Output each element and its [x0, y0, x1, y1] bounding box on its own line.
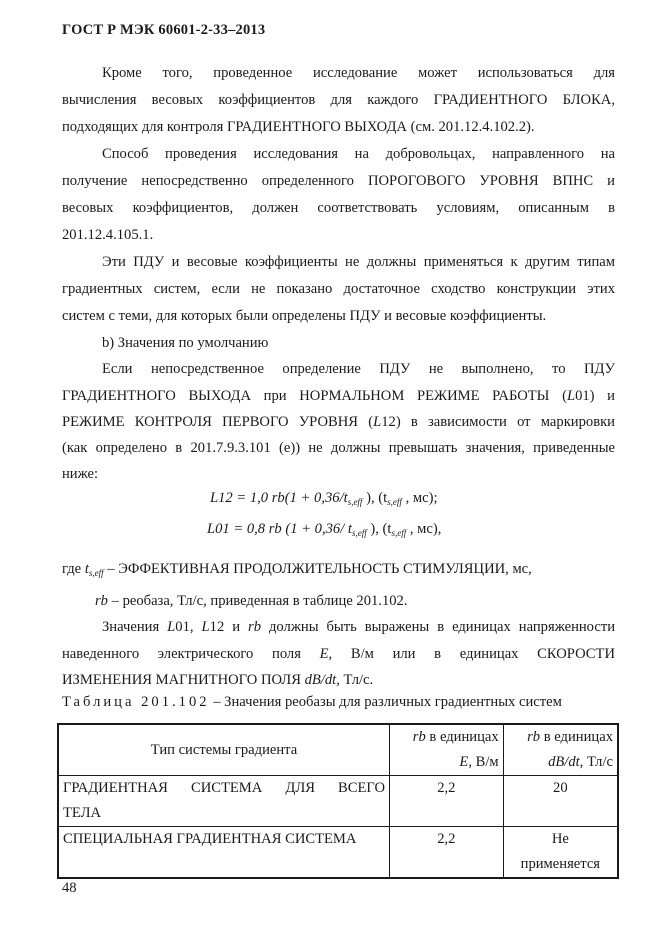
paragraph-line: наведенного электрического поля E, В/м или в единицах СКОРОСТИ [62, 646, 615, 662]
paragraph-line: градиентных систем, если не показано достаточное сходство конструкции этих [62, 281, 615, 297]
cell-rb-dbdt: Не применяется [503, 827, 618, 879]
cell-gradient-type: СПЕЦИАЛЬНАЯ ГРАДИЕНТНАЯ СИСТЕМА [58, 827, 390, 879]
formula-l01: L01 = 0,8 rb (1 + 0,36/ $t_{s,eff}$ ), ($t_{s,eff}$ , мс), [207, 521, 442, 538]
definition-rb: rb – реобаза, Тл/с, приведенная в таблице 201.102. [95, 593, 408, 609]
table-row [58, 827, 618, 879]
paragraph-line: вычисления весовых коэффициентов для каждого ГРАДИЕНТНОГО БЛОКА, [62, 92, 615, 108]
cell-rb-e: 2,2 [390, 776, 504, 827]
page-number: 48 [62, 880, 77, 896]
paragraph-line: ГРАДИЕНТНОГО ВЫХОДА при НОРМАЛЬНОМ РЕЖИМЕ РАБОТЫ (L01) и [62, 388, 615, 404]
paragraph-line: весовых коэффициентов, должен соответствовать условиям, описанным в [62, 200, 615, 216]
paragraph-line: получение непосредственно определенного ПОРОГОВОГО УРОВНЯ ВПНС и [62, 173, 615, 189]
rheobase-table [57, 723, 619, 879]
paragraph-line: Кроме того, проведенное исследование может использоваться для [102, 65, 615, 81]
paragraph-line: Если непосредственное определение ПДУ не выполнено, то ПДУ [102, 361, 615, 377]
definition-t-seff: где $t_{s,eff}$ – ЭФФЕКТИВНАЯ ПРОДОЛЖИТЕЛЬНОСТЬ СТИМУЛЯЦИИ, мс, [62, 561, 532, 578]
paragraph-line: Значения L01, L12 и rb должны быть выражены в единицах напряженности [102, 619, 616, 635]
header-rb-dbdt: rb в единицах dB/dt, Тл/с [503, 724, 618, 776]
formula-l12: L12 = 1,0 $rb(1 + 0,36/t_{s,eff}$ ), ($t_{s,eff}$ , мс); [210, 490, 438, 507]
paragraph-line: Способ проведения исследования на добровольцах, направленного на [102, 146, 615, 162]
paragraph-line: ИЗМЕНЕНИЯ МАГНИТНОГО ПОЛЯ dB/dt, Тл/с. [62, 672, 374, 688]
table-row [58, 776, 618, 827]
paragraph-line: подходящих для контроля ГРАДИЕНТНОГО ВЫХОДА (см. 201.12.4.102.2). [62, 119, 535, 135]
paragraph-line: 201.12.4.105.1. [62, 227, 154, 243]
paragraph-line: (как определено в 201.7.9.3.101 (е)) не должны превышать значения, приведенные [62, 440, 615, 456]
paragraph-line: ниже: [62, 466, 99, 482]
paragraph-line: РЕЖИМЕ КОНТРОЛЯ ПЕРВОГО УРОВНЯ (L12) в зависимости от маркировки [62, 414, 615, 430]
cell-gradient-type: ГРАДИЕНТНАЯ СИСТЕМА ДЛЯ ВСЕГО ТЕЛА [58, 776, 390, 827]
paragraph-line: систем с теми, для которых были определены ПДУ и весовые коэффициенты. [62, 308, 547, 324]
header-rb-e: rb в единицах E, В/м [390, 724, 504, 776]
subsection-heading: b) Значения по умолчанию [102, 335, 269, 351]
table-header-row [58, 724, 618, 776]
cell-rb-e: 2,2 [390, 827, 504, 879]
document-header: ГОСТ Р МЭК 60601-2-33–2013 [62, 22, 266, 38]
cell-rb-dbdt: 20 [503, 776, 618, 827]
header-gradient-type: Тип системы градиента [58, 724, 390, 776]
table-caption: Таблица 201.102 – Значения реобазы для различных градиентных систем [62, 694, 562, 710]
paragraph-line: Эти ПДУ и весовые коэффициенты не должны применяться к другим типам [102, 254, 615, 270]
